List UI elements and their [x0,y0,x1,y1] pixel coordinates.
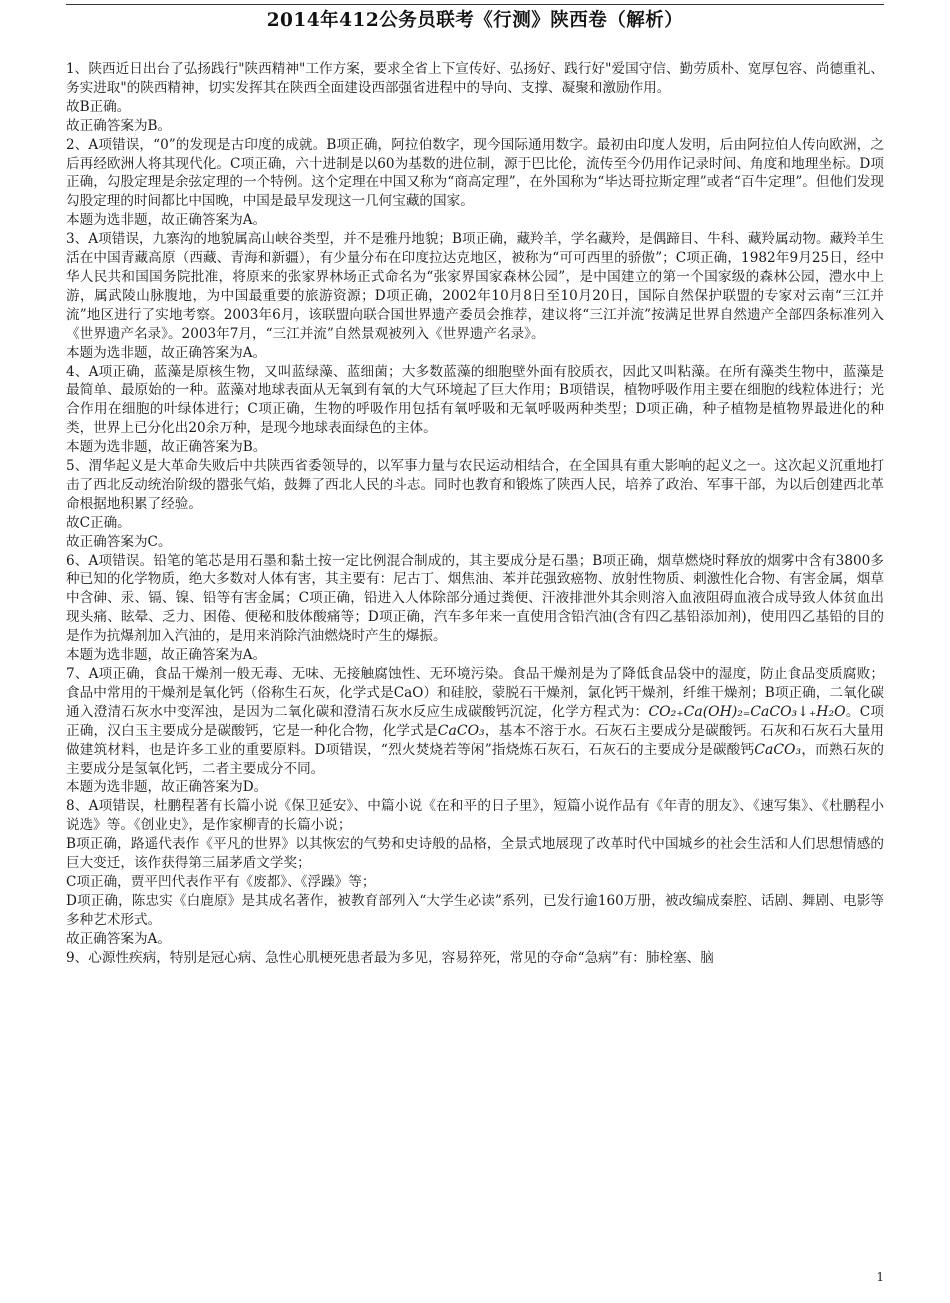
question-7-text [66,665,884,778]
top-rule [66,4,884,5]
caco3-formula-2: CaCO₃ [754,741,802,758]
question-6-answer: 本题为选非题，故正确答案为A。 [66,647,267,664]
question-8-option-c: C项正确，贾平凹代表作平有《废都》、《浮躁》等； [66,873,376,890]
question-7-answer: 本题为选非题，故正确答案为D。 [66,779,268,796]
question-6-text: 6、A项错误。铅笔的笔芯是用石墨和黏土按一定比例混合制成的，其主要成分是石墨；B项正确，烟草燃烧时释放的烟雾中含有3800多种已知的化学物质，绝大多数对人体有害，其主要有：尼古丁、烟焦油、苯并芘强致癌物、放射性物质、刺激性化合物、有害金属，烟草中含砷、汞、镉、镍、铅等有害金属；C项正确，铅进入人体除部分通过粪便、汗液排泄外其余则溶入血液阻碍血液合成导致人体贫血出现头痛、眩晕、乏力、困倦、便秘和肢体酸痛等；D项正确，汽车多年来一直使用含铅汽油(含有四乙基铅添加剂)，使用四乙基铅的目的是作为抗爆剂加入汽油的，是用来消除汽油燃烧时产生的爆振。 [66,552,884,645]
question-8-answer: 故正确答案为A。 [66,930,171,947]
question-2-text: 2、A项错误，“0”的发现是古印度的成就。B项正确，阿拉伯数字，现今国际通用数字。最初由印度人发明，后由阿拉伯人传向欧洲，之后再经欧洲人将其现代化。C项正确，六十进制是以60为基数的进位制，源于巴比伦，流传至今仍用作记录时间、角度和地理坐标。D项正确，勾股定理是余弦定理的一个特例。这个定理在中国又称为“商高定理”，在外国称为“毕达哥拉斯定理”或者“百牛定理”。但他们发现勾股定理的时间都比中国晚，中国是最早发现这一几何宝藏的国家。 [66,136,884,210]
question-5-answer: 故正确答案为C。 [66,533,172,550]
question-8-option-b: B项正确，路遥代表作《平凡的世界》以其恢宏的气势和史诗般的品格，全景式地展现了改革时代中国城乡的社会生活和人们思想情感的巨大变迁，该作获得第三届茅盾文学奖； [66,836,884,872]
page-title: 2014年412公务员联考《行测》陕西卷（解析） [266,10,684,31]
question-1-text: 1、陕西近日出台了弘扬践行"陕西精神"工作方案，要求全省上下宣传好、弘扬好、践行好"爱国守信、勤劳质朴、宽厚包容、尚德重礼、务实进取"的陕西精神，切实发挥其在陕西全面建设西部强省进程中的导向、支撑、凝聚和激励作用。 [66,61,884,96]
question-8-option-a: 8、A项错误，杜鹏程著有长篇小说《保卫延安》、中篇小说《在和平的日子里》，短篇小说作品有《年青的朋友》、《速写集》、《杜鹏程小说选》等。《创业史》，是作家柳青的长篇小说； [66,798,884,834]
q7-part3: ，基本不溶于水。石灰石主要成分是碳酸钙。石灰和石灰石大量用做建筑材料，也是许多工业的重要原料。D项错误，“烈火焚烧若等闲”指烧炼石灰石，石灰石的主要成分是碳酸钙 [66,722,885,758]
chemical-equation-formula: CO₂₊Ca(OH)₂₌CaCO₃↓₊H₂O [648,703,846,720]
question-4-text: 4、A项正确，蓝藻是原核生物，又叫蓝绿藻、蓝细菌；大多数蓝藻的细胞壁外面有胶质衣，因此又叫粘藻。在所有藻类生物中，蓝藻是最简单、最原始的一种。蓝藻对地球表面从无氧到有氧的大气环境起了巨大作用；B项错误，植物呼吸作用主要在细胞的线粒体进行；光合作用在细胞的叶绿体进行；C项正确，生物的呼吸作用包括有氧呼吸和无氧呼吸两种类型；D项正确，种子植物是植物界最进化的种类，世界上已分化出20余万种，是现今地球表面绿色的主体。 [66,363,884,437]
question-9-text: 9、心源性疾病，特别是冠心病、急性心肌梗死患者最为多见，容易猝死，常见的夺命“急病”有：肺栓塞、脑 [66,949,714,966]
q7-part4: ，而熟石灰的主要成分是氢氧化钙，二者主要成分不同。 [66,741,885,777]
question-1-answer: 故正确答案为B。 [66,117,172,134]
question-5-conclusion: 故C正确。 [66,514,131,531]
question-3-answer: 本题为选非题，故正确答案为A。 [66,344,267,361]
q7-part1: 7、A项正确，食品干燥剂一般无毒、无味、无接触腐蚀性、无环境污染。食品干燥剂是为了降低食品袋中的湿度，防止食品变质腐败；食品中常用的干燥剂是氧化钙（俗称生石灰，化学式是CaO）和硅胶，蒙脱石干燥剂，氯化钙干燥剂，纤维干燥剂；B项正确，二氧化碳通入澄清石灰水中变浑浊，是因为二氧化碳和澄清石灰水反应生成碳酸钙沉淀，化学方程式为： [66,666,884,720]
q7-part2: 。C项正确，汉白玉主要成分是碳酸钙，它是一种化合物，化学式是 [66,703,885,739]
document-body [66,60,884,968]
caco3-formula: CaCO₃ [437,722,485,739]
question-1-conclusion: 故B正确。 [66,98,131,115]
question-2-answer: 本题为选非题，故正确答案为A。 [66,212,267,229]
question-3-text: 3、A项错误，九寨沟的地貌属高山峡谷类型，并不是雅丹地貌；B项正确，藏羚羊，学名藏羚，是偶蹄目、牛科、藏羚属动物。藏羚羊生活在中国青藏高原（西藏、青海和新疆），有少量分布在印度拉达克地区，被称为“可可西里的骄傲”；C项正确，1982年9月25日，经中华人民共和国国务院批准，将原来的张家界林场正式命名为“张家界国家森林公园”，是中国建立的第一个国家级的森林公园，澧水中上游，属武陵山脉腹地，为中国最重要的旅游资源；D项正确，2002年10月8日至10月20日，国际自然保护联盟的专家对云南“三江并流”地区进行了实地考察。2003年6月，该联盟向联合国世界遗产委员会推荐，建议将“三江并流”按满足世界自然遗产全部四条标准列入《世界遗产名录》。2003年7月，“三江并流”自然景观被列入《世界遗产名录》。 [66,231,884,342]
question-4-answer: 本题为选非题，故正确答案为B。 [66,439,267,456]
question-8-option-d: D项正确，陈忠实《白鹿原》是其成名著作，被教育部列入“大学生必读”系列，已发行逾160万册，被改编成秦腔、话剧、舞剧、电影等多种艺术形式。 [66,892,884,928]
page-number: 1 [876,1270,884,1284]
question-5-text: 5、渭华起义是大革命失败后中共陕西省委领导的，以军事力量与农民运动相结合，在全国具有重大影响的起义之一。这次起义沉重地打击了西北反动统治阶级的嚣张气焰，鼓舞了西北人民的斗志。同时也教育和锻炼了陕西人民，培养了政治、军事干部，为以后创建西北革命根据地积累了经验。 [66,458,884,512]
